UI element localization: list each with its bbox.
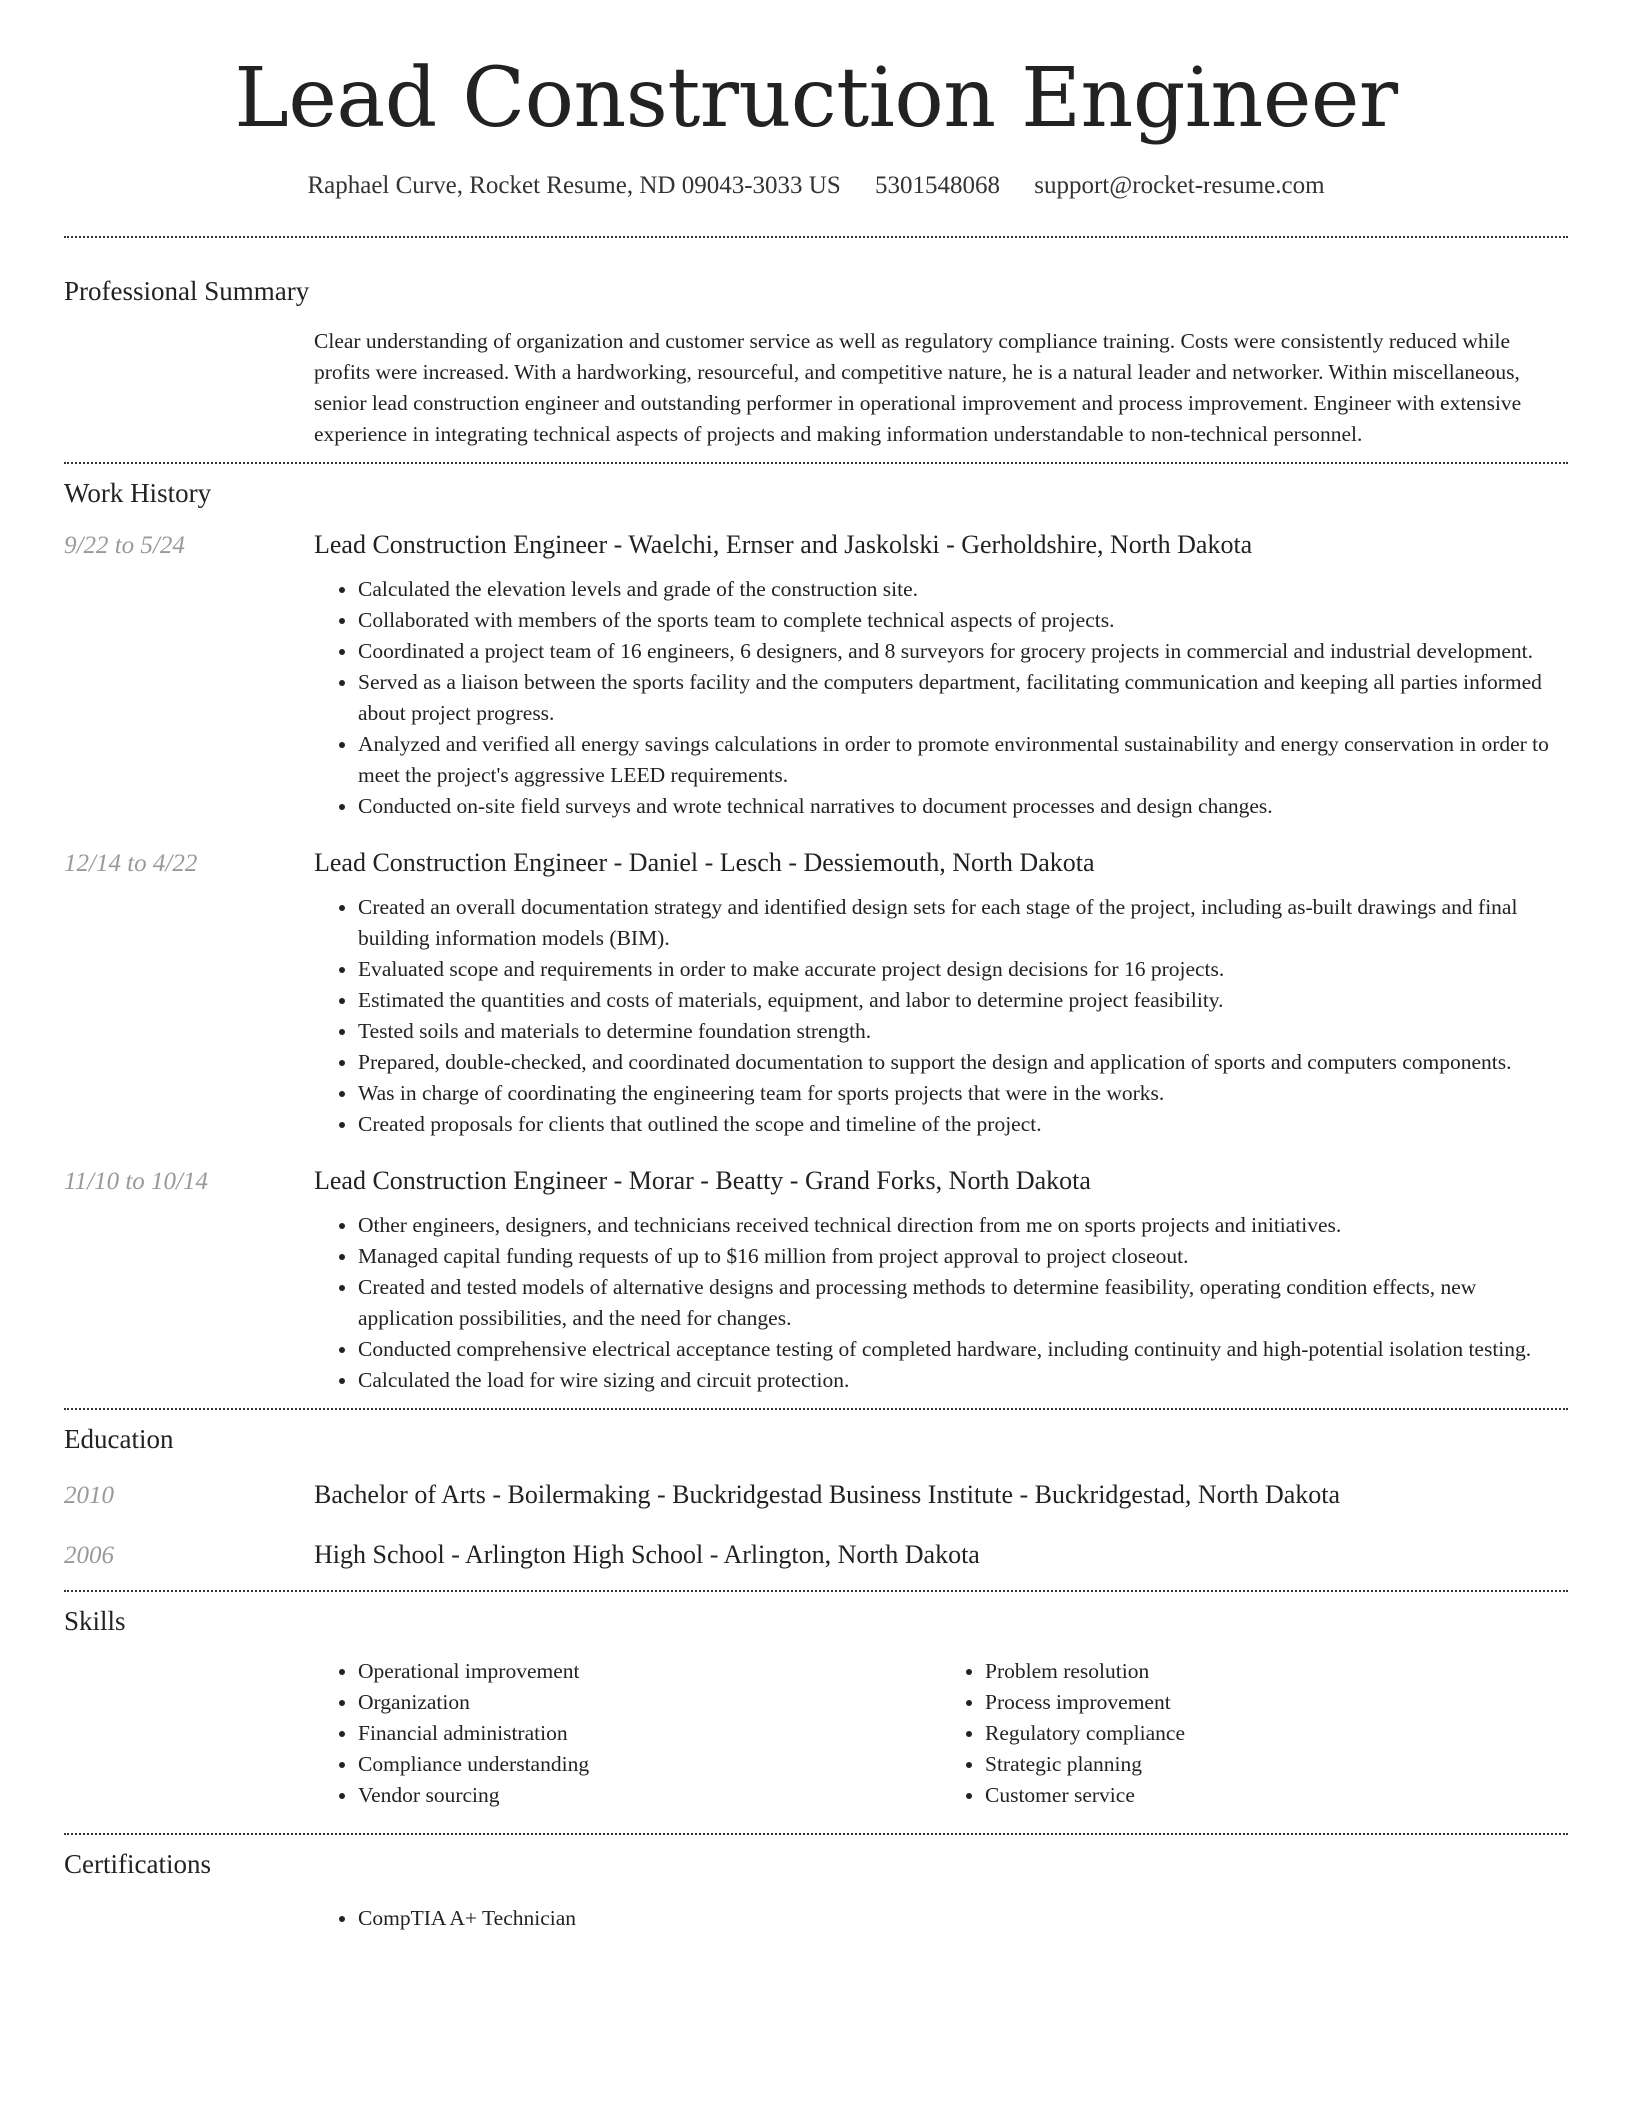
- certifications-heading: Certifications: [64, 1849, 211, 1880]
- job-bullets: [314, 574, 1568, 822]
- skill-item: • Vendor sourcing: [358, 1780, 941, 1811]
- job-bullet: • Other engineers, designers, and technicians received technical direction from me on sports projects and initiatives.: [358, 1210, 1568, 1241]
- job-bullets: [314, 1210, 1568, 1396]
- job-bullet: • Served as a liaison between the sports facility and the computers department, facilitating communication and keeping all parties informed about project progress.: [358, 667, 1568, 729]
- skills-column-2: [941, 1656, 1568, 1811]
- job-bullet: • Created an overall documentation strategy and identified design sets for each stage of the project, including as-built drawings and final building information models (BIM).: [358, 892, 1568, 954]
- skill-item: • Problem resolution: [985, 1656, 1568, 1687]
- skill-item: • Customer service: [985, 1780, 1568, 1811]
- job-bullet: • Tested soils and materials to determine foundation strength.: [358, 1016, 1568, 1047]
- skills-heading: Skills: [64, 1606, 126, 1637]
- certifications-section: [64, 1835, 1568, 1934]
- job-dates: 11/10 to 10/14: [64, 1168, 208, 1196]
- education-entry: [64, 1480, 1568, 1510]
- job-heading: Lead Construction Engineer - Daniel - Lesch - Dessiemouth, North Dakota: [314, 848, 1095, 878]
- skill-item: • Organization: [358, 1687, 941, 1718]
- summary-text: Clear understanding of organization and customer service as well as regulatory compliance training. Costs were consistently reduced while profits were increased. With a hardworking, resourceful, and competitive nature, he is a natural leader and networker. Within miscellaneous, senior lead construction engineer and outstanding performer in operational improvement and process improvement. Engineer with extensive experience in integrating technical aspects of projects and making information understandable to non-technical personnel.: [314, 329, 1522, 447]
- job-bullets: [314, 892, 1568, 1140]
- job-bullet: • Was in charge of coordinating the engineering team for sports projects that were in the works.: [358, 1078, 1568, 1109]
- job-bullet: • Evaluated scope and requirements in order to make accurate project design decisions for 16 projects.: [358, 954, 1568, 985]
- job-bullet: • Prepared, double-checked, and coordinated documentation to support the design and application of sports and computers components.: [358, 1047, 1568, 1078]
- job-bullet: • Coordinated a project team of 16 engineers, 6 designers, and 8 surveyors for grocery projects in commercial and industrial development.: [358, 636, 1568, 667]
- job-bullet: • Analyzed and verified all energy savings calculations in order to promote environmental sustainability and energy conservation in order to meet the project's aggressive LEED requirements.: [358, 729, 1568, 791]
- job-dates: 12/14 to 4/22: [64, 850, 198, 878]
- education-year: 2010: [64, 1482, 114, 1510]
- contact-line: [64, 172, 1568, 200]
- job-bullet: • Calculated the load for wire sizing and circuit protection.: [358, 1365, 1568, 1396]
- skill-item: • Operational improvement: [358, 1656, 941, 1687]
- candidate-title: Lead Construction Engineer: [234, 51, 1398, 146]
- job-bullet: • Managed capital funding requests of up to $16 million from project approval to project closeout.: [358, 1241, 1568, 1272]
- job-bullet: • Collaborated with members of the sports team to complete technical aspects of projects.: [358, 605, 1568, 636]
- education-section: [64, 1410, 1568, 1570]
- skills-grid: [314, 1656, 1568, 1811]
- resume-header: [64, 0, 1568, 200]
- certifications-list: [314, 1903, 1568, 1934]
- skill-item: • Regulatory compliance: [985, 1718, 1568, 1749]
- job-bullet: • Created and tested models of alternative designs and processing methods to determine feasibility, operating condition effects, new application possibilities, and the need for changes.: [358, 1272, 1568, 1334]
- education-heading-text: High School - Arlington High School - Arlington, North Dakota: [314, 1540, 980, 1570]
- jobs-list: [64, 530, 1568, 1396]
- job-bullet: • Created proposals for clients that outlined the scope and timeline of the project.: [358, 1109, 1568, 1140]
- certification-item: • CompTIA A+ Technician: [358, 1903, 1568, 1934]
- job-bullet: • Conducted on-site field surveys and wrote technical narratives to document processes and design changes.: [358, 791, 1568, 822]
- contact-phone: 5301548068: [874, 172, 1000, 200]
- contact-email: support@rocket-resume.com: [1034, 172, 1325, 200]
- summary-section: [64, 238, 1568, 450]
- education-heading: Education: [64, 1424, 174, 1455]
- education-year: 2006: [64, 1542, 114, 1570]
- job-heading: Lead Construction Engineer - Waelchi, Ernser and Jaskolski - Gerholdshire, North Dakota: [314, 530, 1253, 560]
- skills-column-1: [314, 1656, 941, 1811]
- skill-item: • Financial administration: [358, 1718, 941, 1749]
- job-bullet: • Estimated the quantities and costs of materials, equipment, and labor to determine project feasibility.: [358, 985, 1568, 1016]
- education-entry: [64, 1540, 1568, 1570]
- job-entry: [64, 530, 1568, 822]
- education-heading-text: Bachelor of Arts - Boilermaking - Buckridgestad Business Institute - Buckridgestad, North Dakota: [314, 1480, 1341, 1510]
- work-history-section: [64, 464, 1568, 1396]
- job-entry: [64, 848, 1568, 1140]
- contact-address: Raphael Curve, Rocket Resume, ND 09043-3033 US: [307, 172, 841, 200]
- skill-item: • Process improvement: [985, 1687, 1568, 1718]
- job-entry: [64, 1166, 1568, 1396]
- skill-item: • Strategic planning: [985, 1749, 1568, 1780]
- job-bullet: • Conducted comprehensive electrical acceptance testing of completed hardware, including continuity and high-potential isolation testing.: [358, 1334, 1568, 1365]
- job-heading: Lead Construction Engineer - Morar - Beatty - Grand Forks, North Dakota: [314, 1166, 1091, 1196]
- skill-item: • Compliance understanding: [358, 1749, 941, 1780]
- work-history-heading: Work History: [64, 478, 212, 509]
- summary-heading: Professional Summary: [64, 276, 310, 307]
- skills-section: [64, 1592, 1568, 1811]
- job-bullet: • Calculated the elevation levels and grade of the construction site.: [358, 574, 1568, 605]
- job-dates: 9/22 to 5/24: [64, 532, 185, 560]
